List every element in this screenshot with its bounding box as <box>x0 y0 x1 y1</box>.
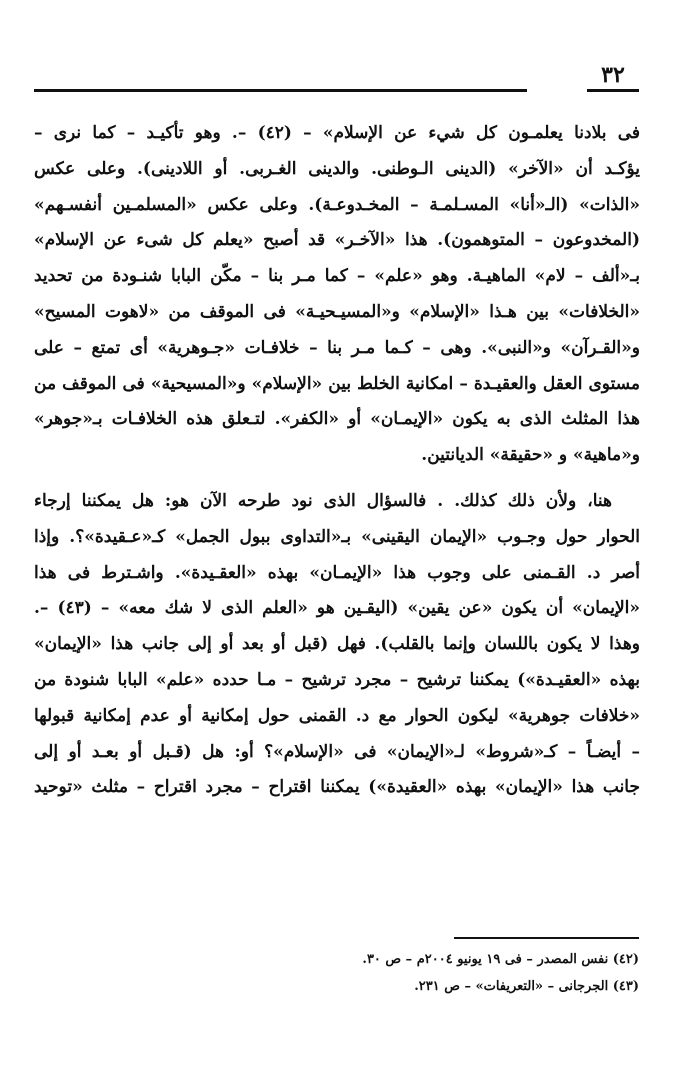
text-line: فى بلادنا يعلمـون كل شيء عن الإسلام» – (٤٢) –. وهو تأكيـد – كما نرى – <box>34 123 640 143</box>
text-line: بـ«ألف – لام» الماهيـة. وهو «علم» – كما مـر بنا – مكّن البابا شنـودة من تحديد <box>34 266 640 287</box>
footnote-43: (٤٣) الجرجانى – «التعريفات» – ص ٢٣١. <box>414 979 639 994</box>
paragraph-2 <box>34 484 640 806</box>
text-line: (المخدوعون – المتوهمون). هذا «الآخـر» قد أصبح «يعلم كل شىء عن الإسلام» <box>34 230 640 251</box>
text-line: بهذه «العقيـدة») يمكننا ترشيح – مجرد ترشيح – مـا حدده «علم» البابا شنودة من <box>34 669 640 690</box>
text-line: «خلافات جوهرية» ليكون الحوار مع د. القمنى حول إمكانية أو عدم إمكانية قبولها <box>34 705 640 726</box>
text-line: أصر د. القـمنى على وجوب هذا «الإيمـان» بهذه «العقـيدة». واشـترط فى هذا <box>34 562 640 583</box>
text-line: و«القـرآن» و«النبى». وهى – كـما مـر بنا – خلافـات «جـوهرية» أى تمتع – على <box>34 337 640 358</box>
body-text <box>34 116 640 806</box>
paragraph-1 <box>34 116 640 474</box>
text-line: «الذات» (الـ«أنا» المسـلمـة – المخـدوعـة). وعلى عكس «المسلمـين أنفسـهم» <box>34 194 640 215</box>
page-number: ٣٢ <box>601 62 625 88</box>
text-line: مستوى العقل والعقيـدة – امكانية الخلط بين «الإسلام» و«المسيحية» فى الموقف من <box>34 373 640 394</box>
text-line: و«ماهية» و «حقيقة» الديانتين. <box>421 445 640 466</box>
page-number-underline <box>587 89 639 92</box>
text-line: «الخلافات» بين هـذا «الإسلام» و«المسيـحيـة» فى الموقف من «لاهوت المسيح» <box>34 301 640 322</box>
header-rule <box>34 89 527 92</box>
footnote-42: (٤٢) نفس المصدر – فى ١٩ يونيو ٢٠٠٤م – ص ٣٠. <box>362 952 639 967</box>
text-line: وهذا لا يكون باللسان وإنما بالقلب). فهل (قبل أو بعد أو إلى جانب هذا «الإيمان» <box>34 634 640 655</box>
text-line: – أيضـاً – كـ«شروط» لـ«الإيمان» فى «الإسلام»؟ أو: هل (قـبل أو بعـد أو إلى <box>34 741 640 762</box>
footnotes <box>39 946 639 1000</box>
text-line: جانب هذا «الإيمان» بهذه «العقيدة») يمكننا اقتراح – مجرد اقتراح – مثلث «توحيد <box>34 777 640 798</box>
text-line: هذا المثلث الذى به يكون «الإيمـان» أو «الكفر». لتـعلق هذه الخلافـات بـ«جوهر» <box>34 409 640 430</box>
text-line: يؤكـد أن «الآخر» (الدينى الـوطنى. والدينى الغـربى. أو اللادينى). وعلى عكس <box>34 158 640 179</box>
text-line: هنا، ولأن ذلك كذلك. . فالسؤال الذى نود طرحه الآن هو: هل يمكننا إرجاء <box>34 490 612 511</box>
text-line: «الإيمان» أن يكون «عن يقين» (اليقـين هو «العلم الذى لا شك معه» – (٤٣) –. <box>34 598 640 619</box>
text-line: الحوار حول وجـوب «الإيمان اليقينى» بـ«التداوى ببول الجمل» كـ«عـقيدة»؟. وإذا <box>34 526 640 547</box>
footnote-rule <box>454 937 639 939</box>
